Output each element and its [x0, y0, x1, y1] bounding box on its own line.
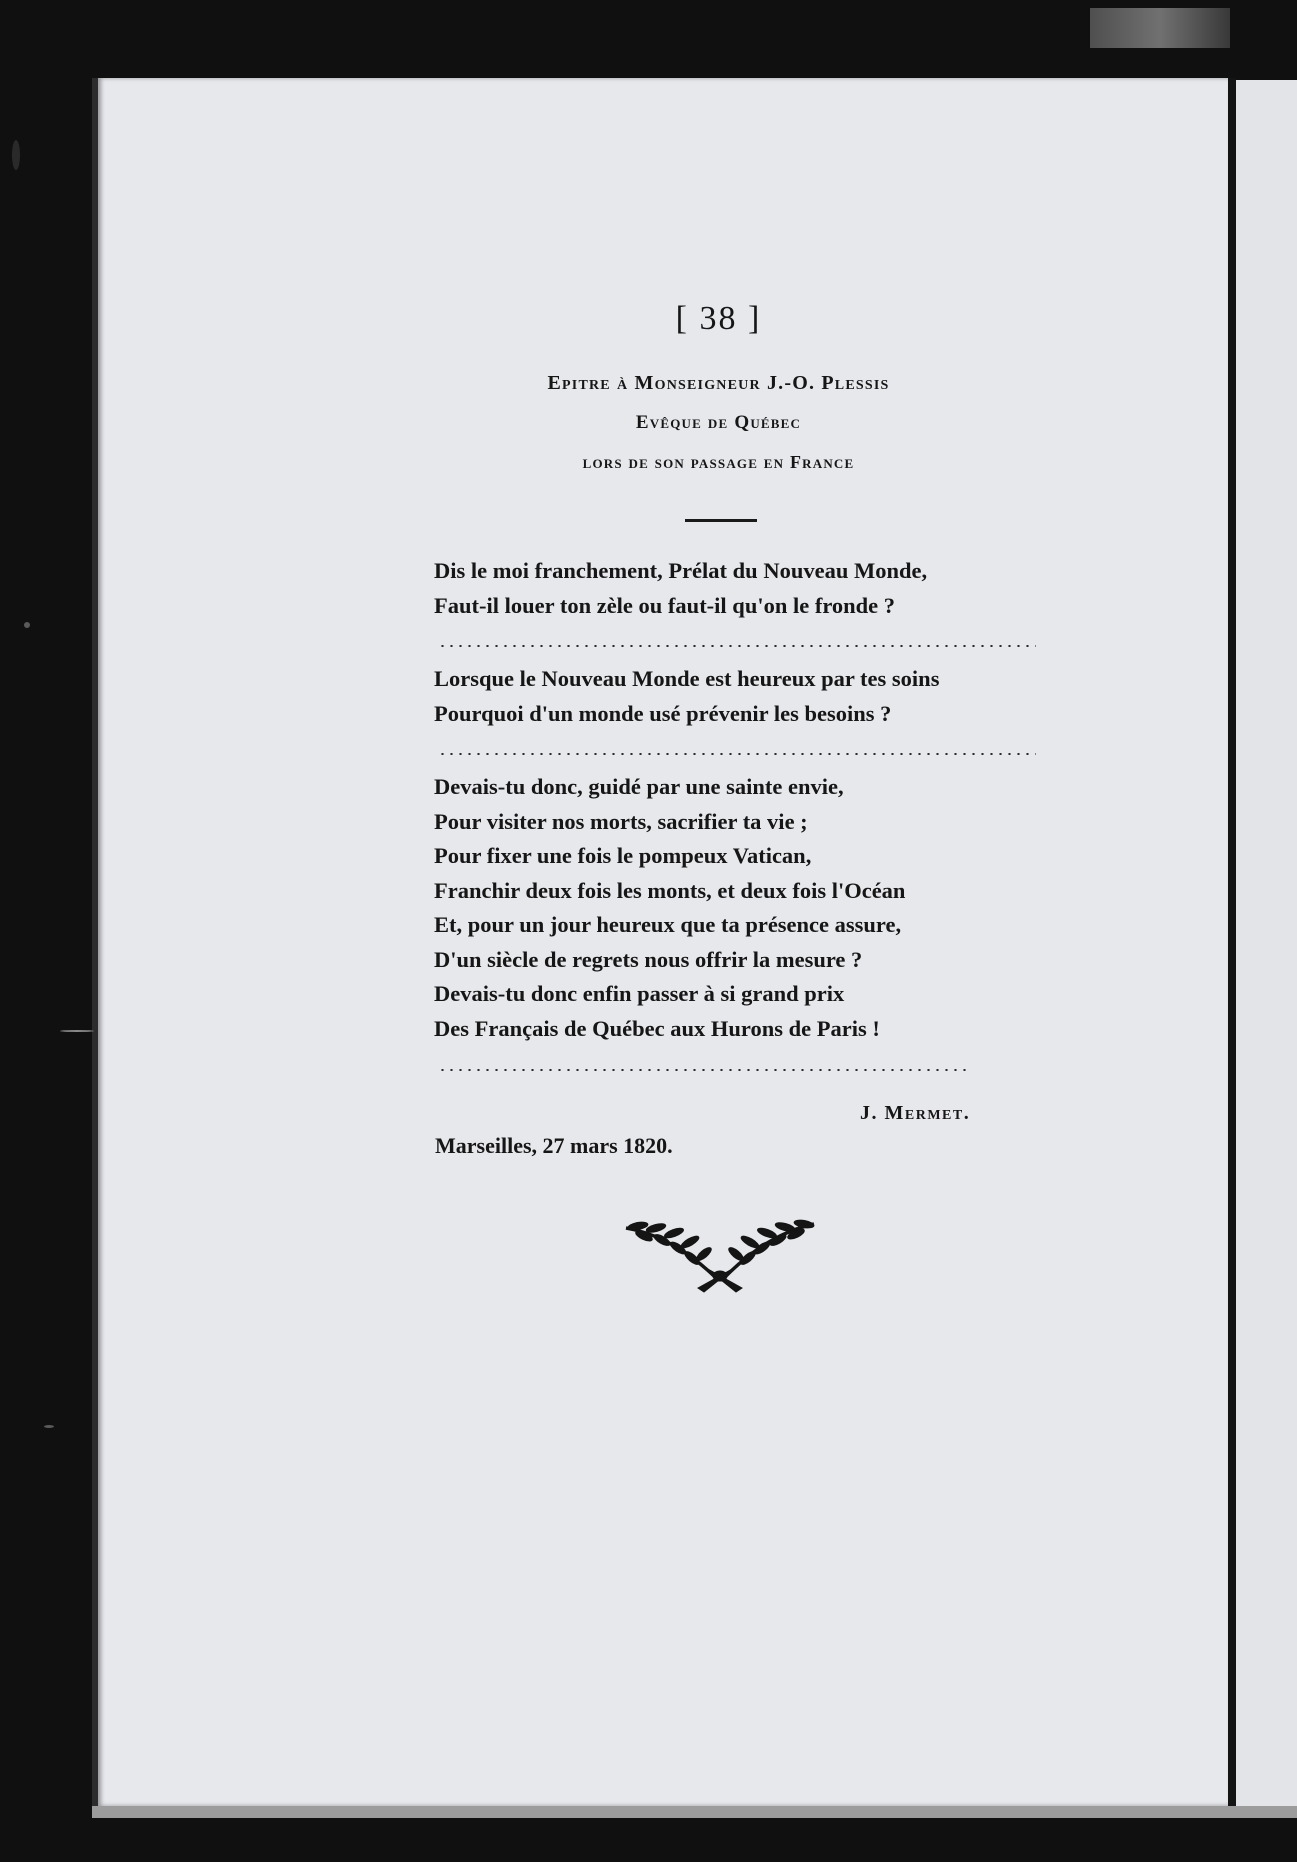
stanza-1: [434, 554, 927, 623]
ellipsis-divider: [438, 753, 1036, 755]
title-line-2: Evêque de Québec: [635, 412, 802, 433]
stanza-2: [434, 662, 939, 731]
scan-speck: [60, 1030, 94, 1032]
ellipsis-divider: [438, 1069, 966, 1071]
palm-branches-ornament-icon: [622, 1218, 818, 1296]
verse-line: D'un siècle de regrets nous offrir la mesure ?: [434, 946, 863, 972]
title-line-3: lors de son passage en France: [582, 452, 855, 472]
author-signature: J. Mermet.: [860, 1102, 971, 1124]
dateline: Marseilles, 27 mars 1820.: [435, 1133, 673, 1158]
verse-line: Dis le moi franchement, Prélat du Nouveau Monde,: [434, 558, 928, 583]
scan-bottom-edge: [92, 1806, 1297, 1818]
page-number: [ 38 ]: [675, 300, 762, 337]
verse-line: Franchir deux fois les monts, et deux fois l'Océan: [434, 877, 906, 903]
verse-line: Pour fixer une fois le pompeux Vatican,: [434, 843, 812, 868]
verse-line: Des Français de Québec aux Hurons de Paris !: [434, 1015, 880, 1041]
verse-line: Lorsque le Nouveau Monde est heureux par tes soins: [434, 666, 940, 691]
facing-page-edge: [1236, 80, 1297, 1808]
scan-speck: [24, 622, 30, 628]
verse-line: Devais-tu donc, guidé par une sainte envie,: [434, 774, 844, 799]
verse-line: Pourquoi d'un monde usé prévenir les besoins ?: [434, 700, 892, 726]
scan-speck: [44, 1425, 54, 1428]
scan-speck: [12, 140, 20, 170]
title-line-1: Epitre à Monseigneur J.-O. Plessis: [547, 372, 890, 394]
ellipsis-divider: [438, 645, 1036, 647]
stanza-3: [434, 770, 905, 1046]
verse-line: Faut-il louer ton zèle ou faut-il qu'on le fronde ?: [434, 592, 896, 618]
scan-artifact: [1090, 8, 1230, 48]
verse-line: Devais-tu donc enfin passer à si grand prix: [434, 981, 845, 1006]
verse-line: Pour visiter nos morts, sacrifier ta vie ;: [434, 808, 808, 834]
verse-line: Et, pour un jour heureux que ta présence assure,: [434, 912, 902, 937]
title-rule: [685, 519, 757, 522]
